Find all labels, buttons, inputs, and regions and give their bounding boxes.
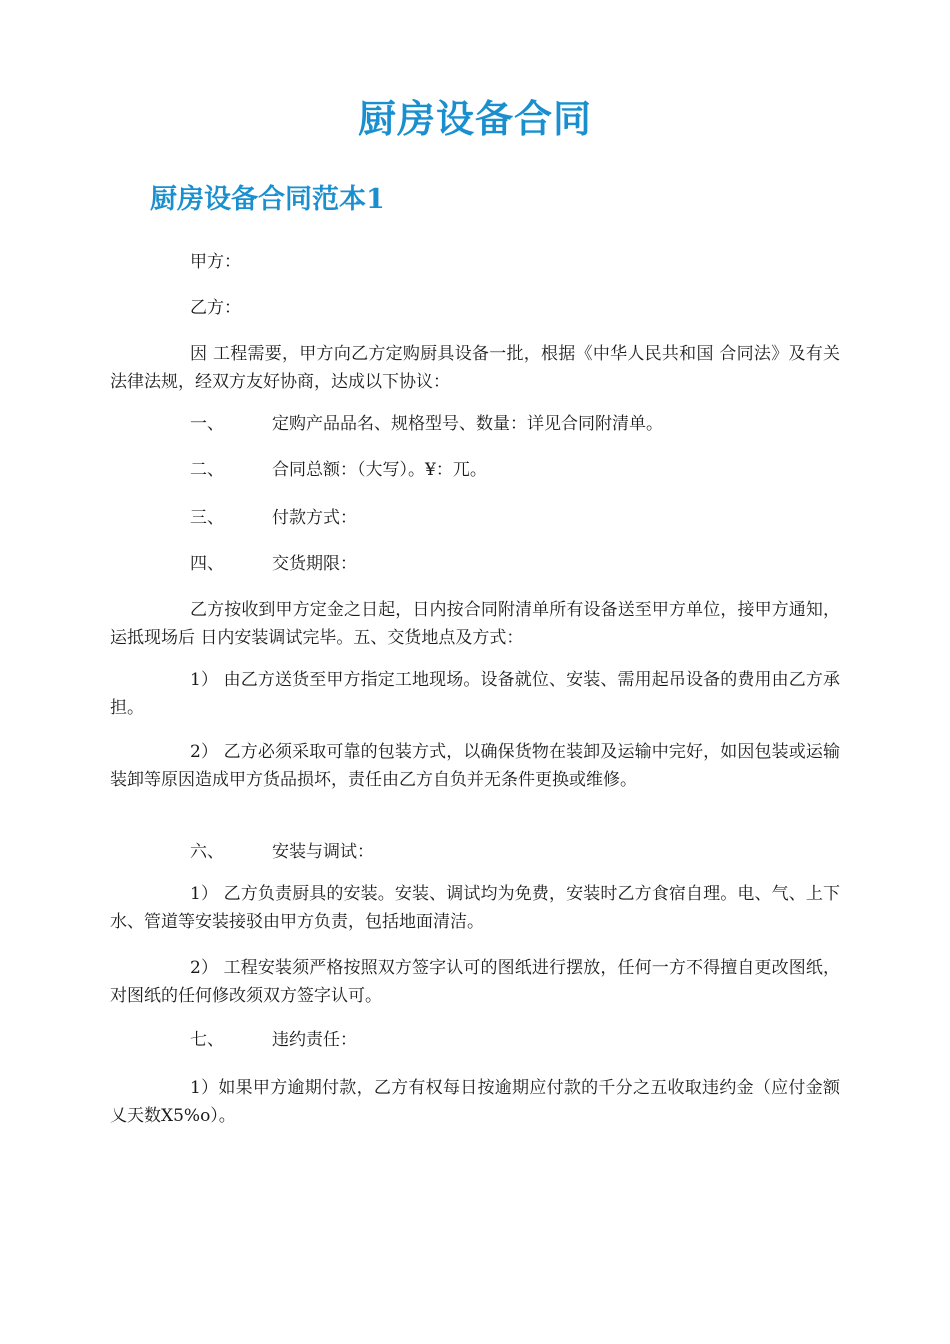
- clause-4-number: 四、: [190, 554, 224, 574]
- clause-2-text: 合同总额：（大写）。¥：兀。: [272, 460, 487, 480]
- delivery-paragraph: 乙方按收到甲方定金之日起，日内按合同附清单所有设备送至甲方单位，接甲方通知，运抵现场后 日内安装调试完毕。五、交货地点及方式：: [110, 600, 840, 648]
- delivery-item-2: 2） 乙方必须采取可靠的包装方式，以确保货物在装卸及运输中完好，如因包装或运输装卸等原因造成甲方货品损坏，责任由乙方自负并无条件更换或维修。: [110, 742, 840, 790]
- intro-paragraph: 因 工程需要，甲方向乙方定购厨具设备一批，根据《中华人民共和国 合同法》及有关法律法规，经双方友好协商，达成以下协议：: [110, 344, 840, 392]
- clause-3-number: 三、: [190, 508, 224, 528]
- clause-1: [190, 410, 663, 438]
- clause-6: [190, 838, 374, 866]
- clause-7-text: 违约责任：: [272, 1030, 357, 1050]
- clause-3-text: 付款方式：: [272, 508, 357, 528]
- party-a-label: 甲方：: [190, 252, 241, 272]
- clause-7-number: 七、: [190, 1030, 224, 1050]
- liability-item-1: 1）如果甲方逾期付款，乙方有权每日按逾期应付款的千分之五收取违约金（应付金额乂天数X5%o）。: [110, 1078, 840, 1126]
- clause-2-number: 二、: [190, 460, 224, 480]
- clause-2: [190, 456, 487, 484]
- install-item-2: 2） 工程安装须严格按照双方签字认可的图纸进行摆放，任何一方不得擅自更改图纸，对图纸的任何修改须双方签字认可。: [110, 958, 840, 1006]
- install-item-1: 1） 乙方负责厨具的安装。安装、调试均为免费，安装时乙方食宿自理。电、气、上下水、管道等安装接驳由甲方负责，包括地面清洁。: [110, 884, 840, 932]
- clause-6-text: 安装与调试：: [272, 842, 374, 862]
- clause-1-text: 定购产品品名、规格型号、数量：详见合同附清单。: [272, 414, 663, 434]
- delivery-item-1: 1） 由乙方送货至甲方指定工地现场。设备就位、安装、需用起吊设备的费用由乙方承担。: [110, 670, 840, 718]
- party-b-label: 乙方：: [190, 298, 241, 318]
- clause-1-number: 一、: [190, 414, 224, 434]
- clause-4: [190, 550, 357, 578]
- document-title: 厨房设备合同: [357, 96, 592, 141]
- clause-3: [190, 504, 357, 532]
- clause-6-number: 六、: [190, 842, 224, 862]
- clause-7: [190, 1026, 357, 1054]
- clause-4-text: 交货期限：: [272, 554, 357, 574]
- section-title: 厨房设备合同范本1: [150, 184, 385, 215]
